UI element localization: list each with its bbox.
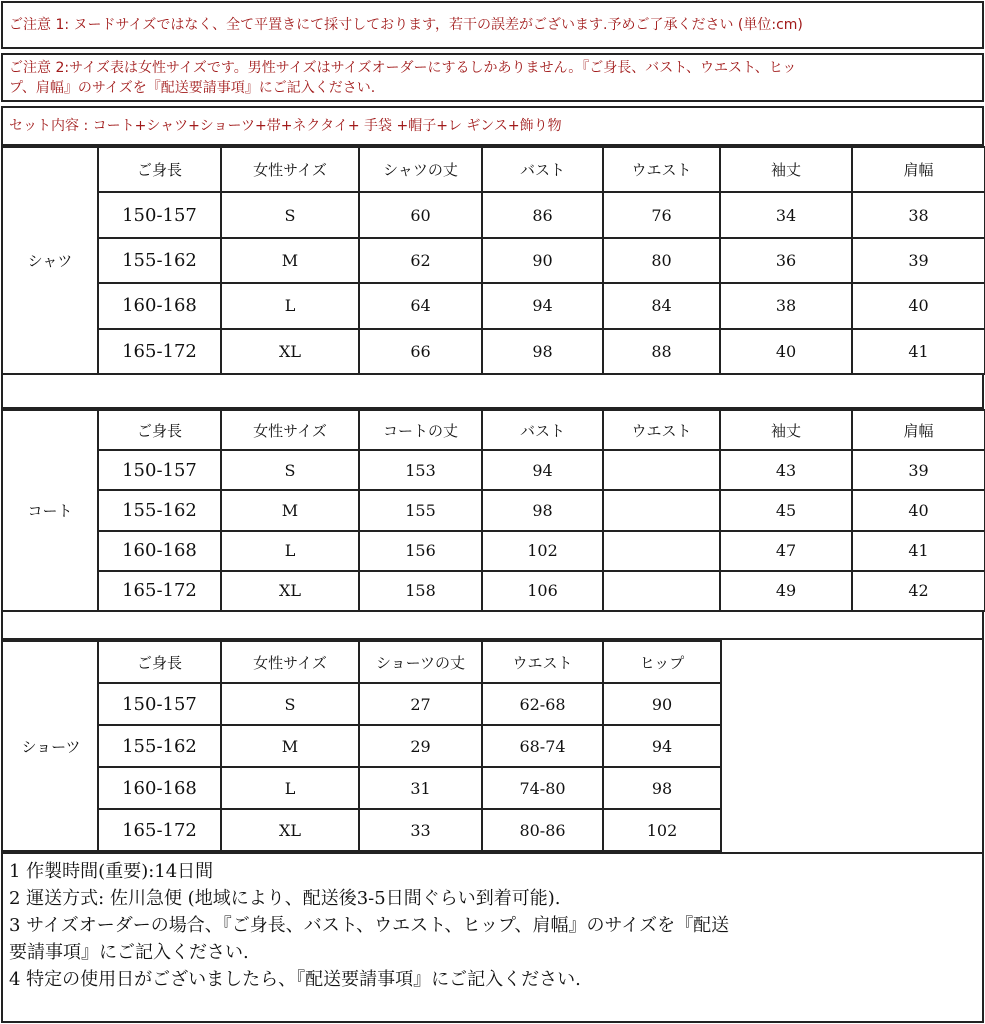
footer-line-2: 2 運送方式: 佐川急便 (地域により、配送後3-5日間ぐらい到着可能). bbox=[9, 888, 561, 909]
footer-notes bbox=[1, 852, 984, 1023]
table-cell: 40 bbox=[852, 283, 985, 328]
note-2-line-2: プ、肩幅』のサイズを『配送要請事項』にご記入ください. bbox=[9, 80, 376, 96]
table-cell: 165-172 bbox=[98, 809, 221, 851]
table-cell: 41 bbox=[852, 329, 985, 374]
table-cell: L bbox=[221, 283, 359, 328]
table-cell: 165-172 bbox=[98, 571, 221, 611]
column-header: 女性サイズ bbox=[221, 147, 359, 192]
table-cell: 150-157 bbox=[98, 192, 221, 237]
table-cell: 150-157 bbox=[98, 450, 221, 490]
table-cell: 84 bbox=[603, 283, 720, 328]
note-1-text: ご注意 1: ヌードサイズではなく、全て平置きにて採寸しております，若干の誤差がございます.予めご了承ください (単位:cm) bbox=[9, 17, 803, 33]
table-cell bbox=[603, 571, 720, 611]
column-header: バスト bbox=[482, 147, 603, 192]
table-cell: 66 bbox=[359, 329, 482, 374]
section-spacer bbox=[1, 612, 984, 640]
table-cell: 160-168 bbox=[98, 531, 221, 571]
table-cell: 94 bbox=[482, 450, 603, 490]
table-cell: 33 bbox=[359, 809, 482, 851]
coat-section-label bbox=[1, 409, 99, 612]
table-cell: 76 bbox=[603, 192, 720, 237]
table-row bbox=[98, 809, 721, 851]
header-row bbox=[98, 641, 721, 683]
column-header: ご身長 bbox=[98, 641, 221, 683]
table-cell: 106 bbox=[482, 571, 603, 611]
table-row bbox=[98, 767, 721, 809]
shorts-label-text: ショーツ bbox=[21, 737, 81, 756]
shirt-size-table bbox=[97, 146, 985, 375]
shirt-label-text: シャツ bbox=[27, 252, 73, 270]
table-row bbox=[98, 571, 985, 611]
table-cell: 158 bbox=[359, 571, 482, 611]
table-cell: 49 bbox=[720, 571, 852, 611]
shirt-section-label bbox=[1, 146, 99, 375]
column-header: 肩幅 bbox=[852, 410, 985, 450]
table-cell: 155-162 bbox=[98, 490, 221, 530]
table-cell: 29 bbox=[359, 725, 482, 767]
column-header: ご身長 bbox=[98, 410, 221, 450]
table-cell: 80 bbox=[603, 238, 720, 283]
column-header: 袖丈 bbox=[720, 410, 852, 450]
table-cell: 64 bbox=[359, 283, 482, 328]
table-cell: 31 bbox=[359, 767, 482, 809]
table-cell: 90 bbox=[603, 683, 721, 725]
shorts-section-label bbox=[1, 640, 99, 852]
footer-line-4: 4 特定の使用日がございましたら、『配送要請事項』にご記入ください. bbox=[9, 969, 581, 990]
table-cell: 45 bbox=[720, 490, 852, 530]
table-cell: 42 bbox=[852, 571, 985, 611]
note-2-line-1: ご注意 2:サイズ表は女性サイズです。男性サイズはサイズオーダーにするしかありません。『ご身長、バスト、ウエスト、ヒッ bbox=[9, 60, 797, 76]
header-row bbox=[98, 410, 985, 450]
table-cell: 155-162 bbox=[98, 725, 221, 767]
table-cell: 98 bbox=[603, 767, 721, 809]
table-row bbox=[98, 450, 985, 490]
table-cell: 86 bbox=[482, 192, 603, 237]
column-header: ヒップ bbox=[603, 641, 721, 683]
table-cell: 150-157 bbox=[98, 683, 221, 725]
table-row bbox=[98, 329, 985, 374]
column-header: 肩幅 bbox=[852, 147, 985, 192]
table-cell: 155-162 bbox=[98, 238, 221, 283]
table-cell: 60 bbox=[359, 192, 482, 237]
table-cell: 40 bbox=[852, 490, 985, 530]
shorts-size-table bbox=[97, 640, 722, 852]
shorts-right-blank bbox=[718, 640, 984, 852]
table-cell: 38 bbox=[720, 283, 852, 328]
column-header: 女性サイズ bbox=[221, 641, 359, 683]
table-cell: XL bbox=[221, 329, 359, 374]
header-row bbox=[98, 147, 985, 192]
column-header: ウエスト bbox=[482, 641, 603, 683]
set-contents-text: セット内容 : コート+シャツ+ショーツ+帯+ネクタイ+ 手袋 +帽子+レ ギンス+飾り物 bbox=[9, 118, 562, 134]
footer-line-3: 3 サイズオーダーの場合、『ご身長、バスト、ウエスト、ヒップ、肩幅』のサイズを『配送 bbox=[9, 915, 730, 936]
column-header: 袖丈 bbox=[720, 147, 852, 192]
table-cell: 39 bbox=[852, 238, 985, 283]
table-cell: 41 bbox=[852, 531, 985, 571]
table-cell: 94 bbox=[482, 283, 603, 328]
table-cell: 94 bbox=[603, 725, 721, 767]
table-cell: L bbox=[221, 531, 359, 571]
table-cell: M bbox=[221, 725, 359, 767]
table-cell: M bbox=[221, 238, 359, 283]
table-cell: 102 bbox=[603, 809, 721, 851]
table-cell: 102 bbox=[482, 531, 603, 571]
table-cell: L bbox=[221, 767, 359, 809]
table-row bbox=[98, 490, 985, 530]
table-cell: 156 bbox=[359, 531, 482, 571]
table-cell: 68-74 bbox=[482, 725, 603, 767]
set-contents bbox=[1, 106, 984, 146]
table-row bbox=[98, 192, 985, 237]
table-cell bbox=[603, 490, 720, 530]
table-cell: 165-172 bbox=[98, 329, 221, 374]
table-cell: 153 bbox=[359, 450, 482, 490]
note-2 bbox=[1, 53, 984, 102]
column-header: ウエスト bbox=[603, 147, 720, 192]
table-row bbox=[98, 238, 985, 283]
column-header: ウエスト bbox=[603, 410, 720, 450]
column-header: シャツの丈 bbox=[359, 147, 482, 192]
table-cell: 34 bbox=[720, 192, 852, 237]
table-row bbox=[98, 531, 985, 571]
table-cell: 36 bbox=[720, 238, 852, 283]
table-cell: 47 bbox=[720, 531, 852, 571]
table-cell: 160-168 bbox=[98, 767, 221, 809]
table-cell: 80-86 bbox=[482, 809, 603, 851]
table-cell: 98 bbox=[482, 329, 603, 374]
column-header: 女性サイズ bbox=[221, 410, 359, 450]
table-cell: 98 bbox=[482, 490, 603, 530]
table-cell: S bbox=[221, 683, 359, 725]
table-cell: 39 bbox=[852, 450, 985, 490]
table-cell bbox=[603, 450, 720, 490]
table-cell bbox=[603, 531, 720, 571]
table-cell: 38 bbox=[852, 192, 985, 237]
table-cell: S bbox=[221, 192, 359, 237]
table-cell: S bbox=[221, 450, 359, 490]
table-cell: M bbox=[221, 490, 359, 530]
table-cell: 27 bbox=[359, 683, 482, 725]
table-cell: 43 bbox=[720, 450, 852, 490]
table-cell: 90 bbox=[482, 238, 603, 283]
table-cell: XL bbox=[221, 809, 359, 851]
coat-size-table bbox=[97, 409, 985, 612]
column-header: ご身長 bbox=[98, 147, 221, 192]
table-cell: XL bbox=[221, 571, 359, 611]
table-row bbox=[98, 683, 721, 725]
table-cell: 155 bbox=[359, 490, 482, 530]
column-header: バスト bbox=[482, 410, 603, 450]
table-row bbox=[98, 725, 721, 767]
note-1 bbox=[1, 1, 984, 49]
column-header: コートの丈 bbox=[359, 410, 482, 450]
table-cell: 88 bbox=[603, 329, 720, 374]
footer-line-3-cont: 要請事項』にご記入ください. bbox=[9, 942, 249, 963]
table-cell: 160-168 bbox=[98, 283, 221, 328]
table-cell: 74-80 bbox=[482, 767, 603, 809]
table-cell: 62-68 bbox=[482, 683, 603, 725]
footer-line-1: 1 作製時間(重要):14日間 bbox=[9, 861, 214, 882]
coat-label-text: コート bbox=[27, 502, 73, 520]
table-row bbox=[98, 283, 985, 328]
column-header: ショーツの丈 bbox=[359, 641, 482, 683]
section-spacer bbox=[1, 375, 984, 409]
table-cell: 40 bbox=[720, 329, 852, 374]
table-cell: 62 bbox=[359, 238, 482, 283]
